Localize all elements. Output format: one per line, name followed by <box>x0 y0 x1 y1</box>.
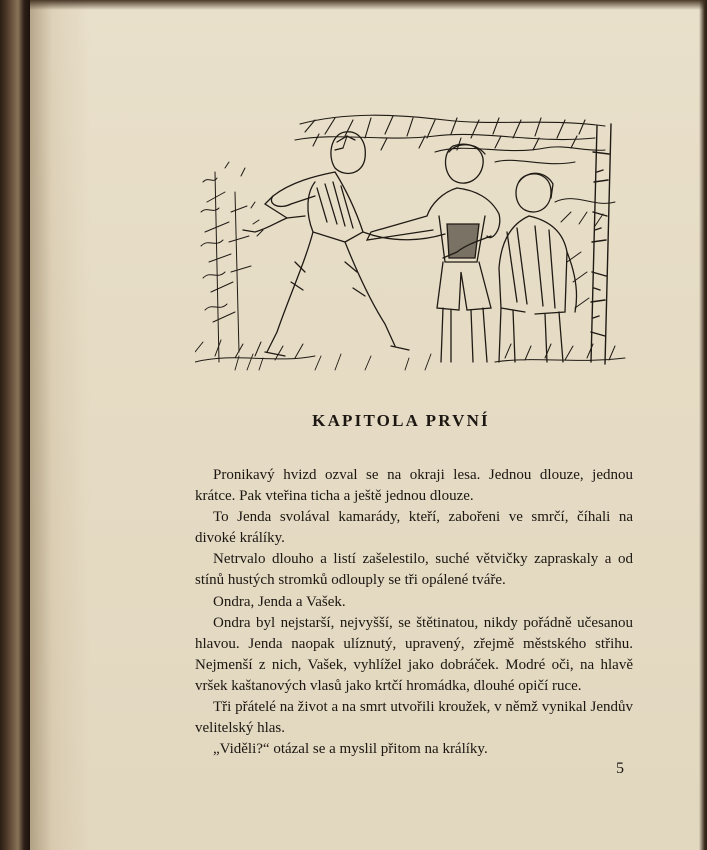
birch-trunk <box>591 124 611 364</box>
paragraph: Ondra byl nejstarší, nejvyšší, se štětinatou, nikdy pořádně učesanou hlavou. Jenda naopak ulíznutý, upravený, zřejmě městského střihu. Nejmenší z nich, Vašek, vyhlížel jako dobráček. Modré oči, na hlavě vršek kaštanových vlasů jako krtčí hromádka, dlouhé opičí ruce. <box>195 614 633 694</box>
paragraph: Ondra, Jenda a Vašek. <box>213 593 346 610</box>
chapter-illustration <box>195 112 635 374</box>
page-top-shadow <box>30 0 707 10</box>
chapter-heading: KAPITOLA PRVNÍ <box>312 411 490 430</box>
paragraph: Tři přátelé na život a na smrt utvořili kroužek, v němž vynikal Jendův velitelský hlas. <box>195 699 633 737</box>
paragraph: Netrvalo dlouho a listí zašelestilo, suché větvičky zapraskaly a od stínů hustých stromků odlouply se tři opálené tváře. <box>195 551 633 589</box>
ground-grass <box>235 354 431 370</box>
paragraph: Pronikavý hvizd ozval se na okraji lesa. Jednou dlouze, jednou krátce. Pak vteřina ticha a ještě jednou dlouze. <box>195 467 633 505</box>
paragraph: To Jenda svolával kamarády, kteří, zabořeni ve smrčí, číhali na divoké králíky. <box>195 509 633 547</box>
book-page <box>30 0 707 850</box>
page-number: 5 <box>616 760 624 777</box>
paragraph: „Viděli?“ otázal se a myslil přitom na králíky. <box>213 741 488 758</box>
figure-ondra <box>243 132 445 356</box>
figure-vasek <box>499 173 577 362</box>
bush-left <box>195 162 315 362</box>
chapter-body <box>195 465 633 760</box>
